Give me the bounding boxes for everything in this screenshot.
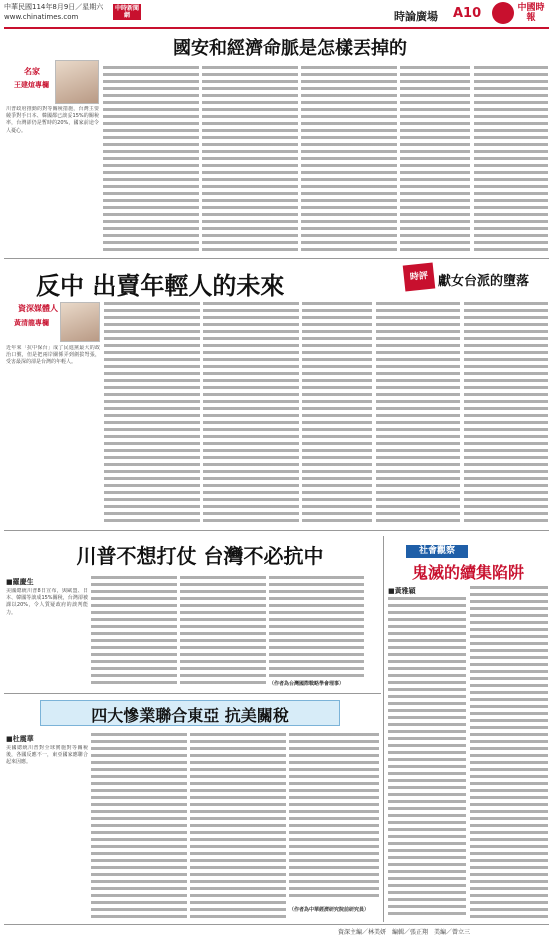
masthead-rule [4, 27, 549, 29]
article2-lead: 近年來「抗中保台」成了民進黨最大的政治口號，但是把兩岸關係弄到劍拔弩張，受害最深的卻是台灣的年輕人。 [6, 345, 100, 366]
article1-column-label: 名家 [24, 67, 40, 76]
article1-col-4 [301, 66, 397, 254]
article2-headline: 反中 出賣年輕人的未來 [36, 271, 285, 300]
article2-column-label: 資深媒體人 [18, 304, 58, 313]
article2-col-2 [104, 302, 200, 524]
article3-author-note: （作者為台灣國際戰略學會理事） [269, 681, 345, 687]
rule-2 [4, 530, 549, 531]
article1-lead: 川普政府推動的對等關稅措施，台灣主要競爭對手日本、韓國都已談妥15%的關稅率，台灣卻仍是暫時的20%，國家前途令人憂心。 [6, 106, 99, 134]
article3-author: ■羅慶生 [6, 578, 34, 586]
footer-credits: 資深主編／林美妍 編輯／張正翔 美編／曾立三 [338, 929, 471, 936]
article4-author: ■杜震華 [6, 735, 34, 743]
article4-col-4 [289, 733, 379, 901]
article4-headline: 四大慘業聯合東亞 抗美關稅 [91, 706, 289, 725]
corner-headline: 鬼滅的續集陷阱 [411, 563, 524, 582]
article4-col-2 [91, 733, 187, 919]
section-title: 時論廣場 [394, 10, 438, 23]
author-photo-1 [55, 60, 99, 104]
article1-headline: 國安和經濟命脈是怎樣丟掉的 [173, 38, 407, 59]
article2-author: 黃清龍專欄 [14, 319, 49, 327]
article3-col-4 [269, 576, 364, 678]
article3-col-3 [180, 576, 266, 688]
editorial-col-1 [376, 302, 460, 524]
article4-col-3 [190, 733, 286, 919]
editorial-badge: 時評 [403, 263, 436, 292]
article3-headline: 川普不想打仗 台灣不必抗中 [76, 544, 324, 568]
page-number: A10 [453, 6, 482, 21]
article2-col-3 [203, 302, 299, 524]
article1-col-2 [103, 66, 199, 254]
article4-author-note: （作者為中華經濟研究院前研究員） [289, 907, 370, 913]
article1-col-5 [400, 66, 470, 254]
rule-1 [4, 258, 549, 259]
editorial-col-2 [464, 302, 548, 524]
corner-col-2 [470, 586, 548, 919]
article4-lead: 美國總統川普對全球實施對等關稅後，各國反應不一，東亞國家應聯合起來因應。 [6, 745, 88, 766]
brand-name: 中國時報 [517, 3, 545, 23]
corner-author: ■黃雅穎 [388, 587, 416, 595]
chinatimes-logo: 中時新聞網 [114, 5, 139, 19]
website-url[interactable]: www.chinatimes.com [4, 13, 79, 21]
corner-col-1 [388, 597, 466, 919]
date-line: 中華民國114年8月9日／星期六 [4, 3, 104, 11]
article1-col-6 [474, 66, 548, 254]
corner-badge: 社會觀察 [406, 545, 468, 558]
article1-col-3 [202, 66, 298, 254]
editorial-headline: 獻女台派的墮落 [438, 274, 530, 289]
article3-col-2 [91, 576, 177, 688]
article3-lead: 美國總統川普8日宣布，與歐盟、日本、韓國等談成15%關稅，台灣卻被課以20%，令人質疑政府的談判能力。 [6, 588, 88, 616]
footer-rule [4, 924, 549, 925]
rule-3 [4, 693, 381, 694]
corner-divider [383, 536, 384, 922]
author-photo-2 [60, 302, 100, 342]
article1-author: 王建煊專欄 [14, 81, 49, 89]
article2-col-4 [302, 302, 372, 524]
brand-seal-icon [492, 2, 514, 24]
